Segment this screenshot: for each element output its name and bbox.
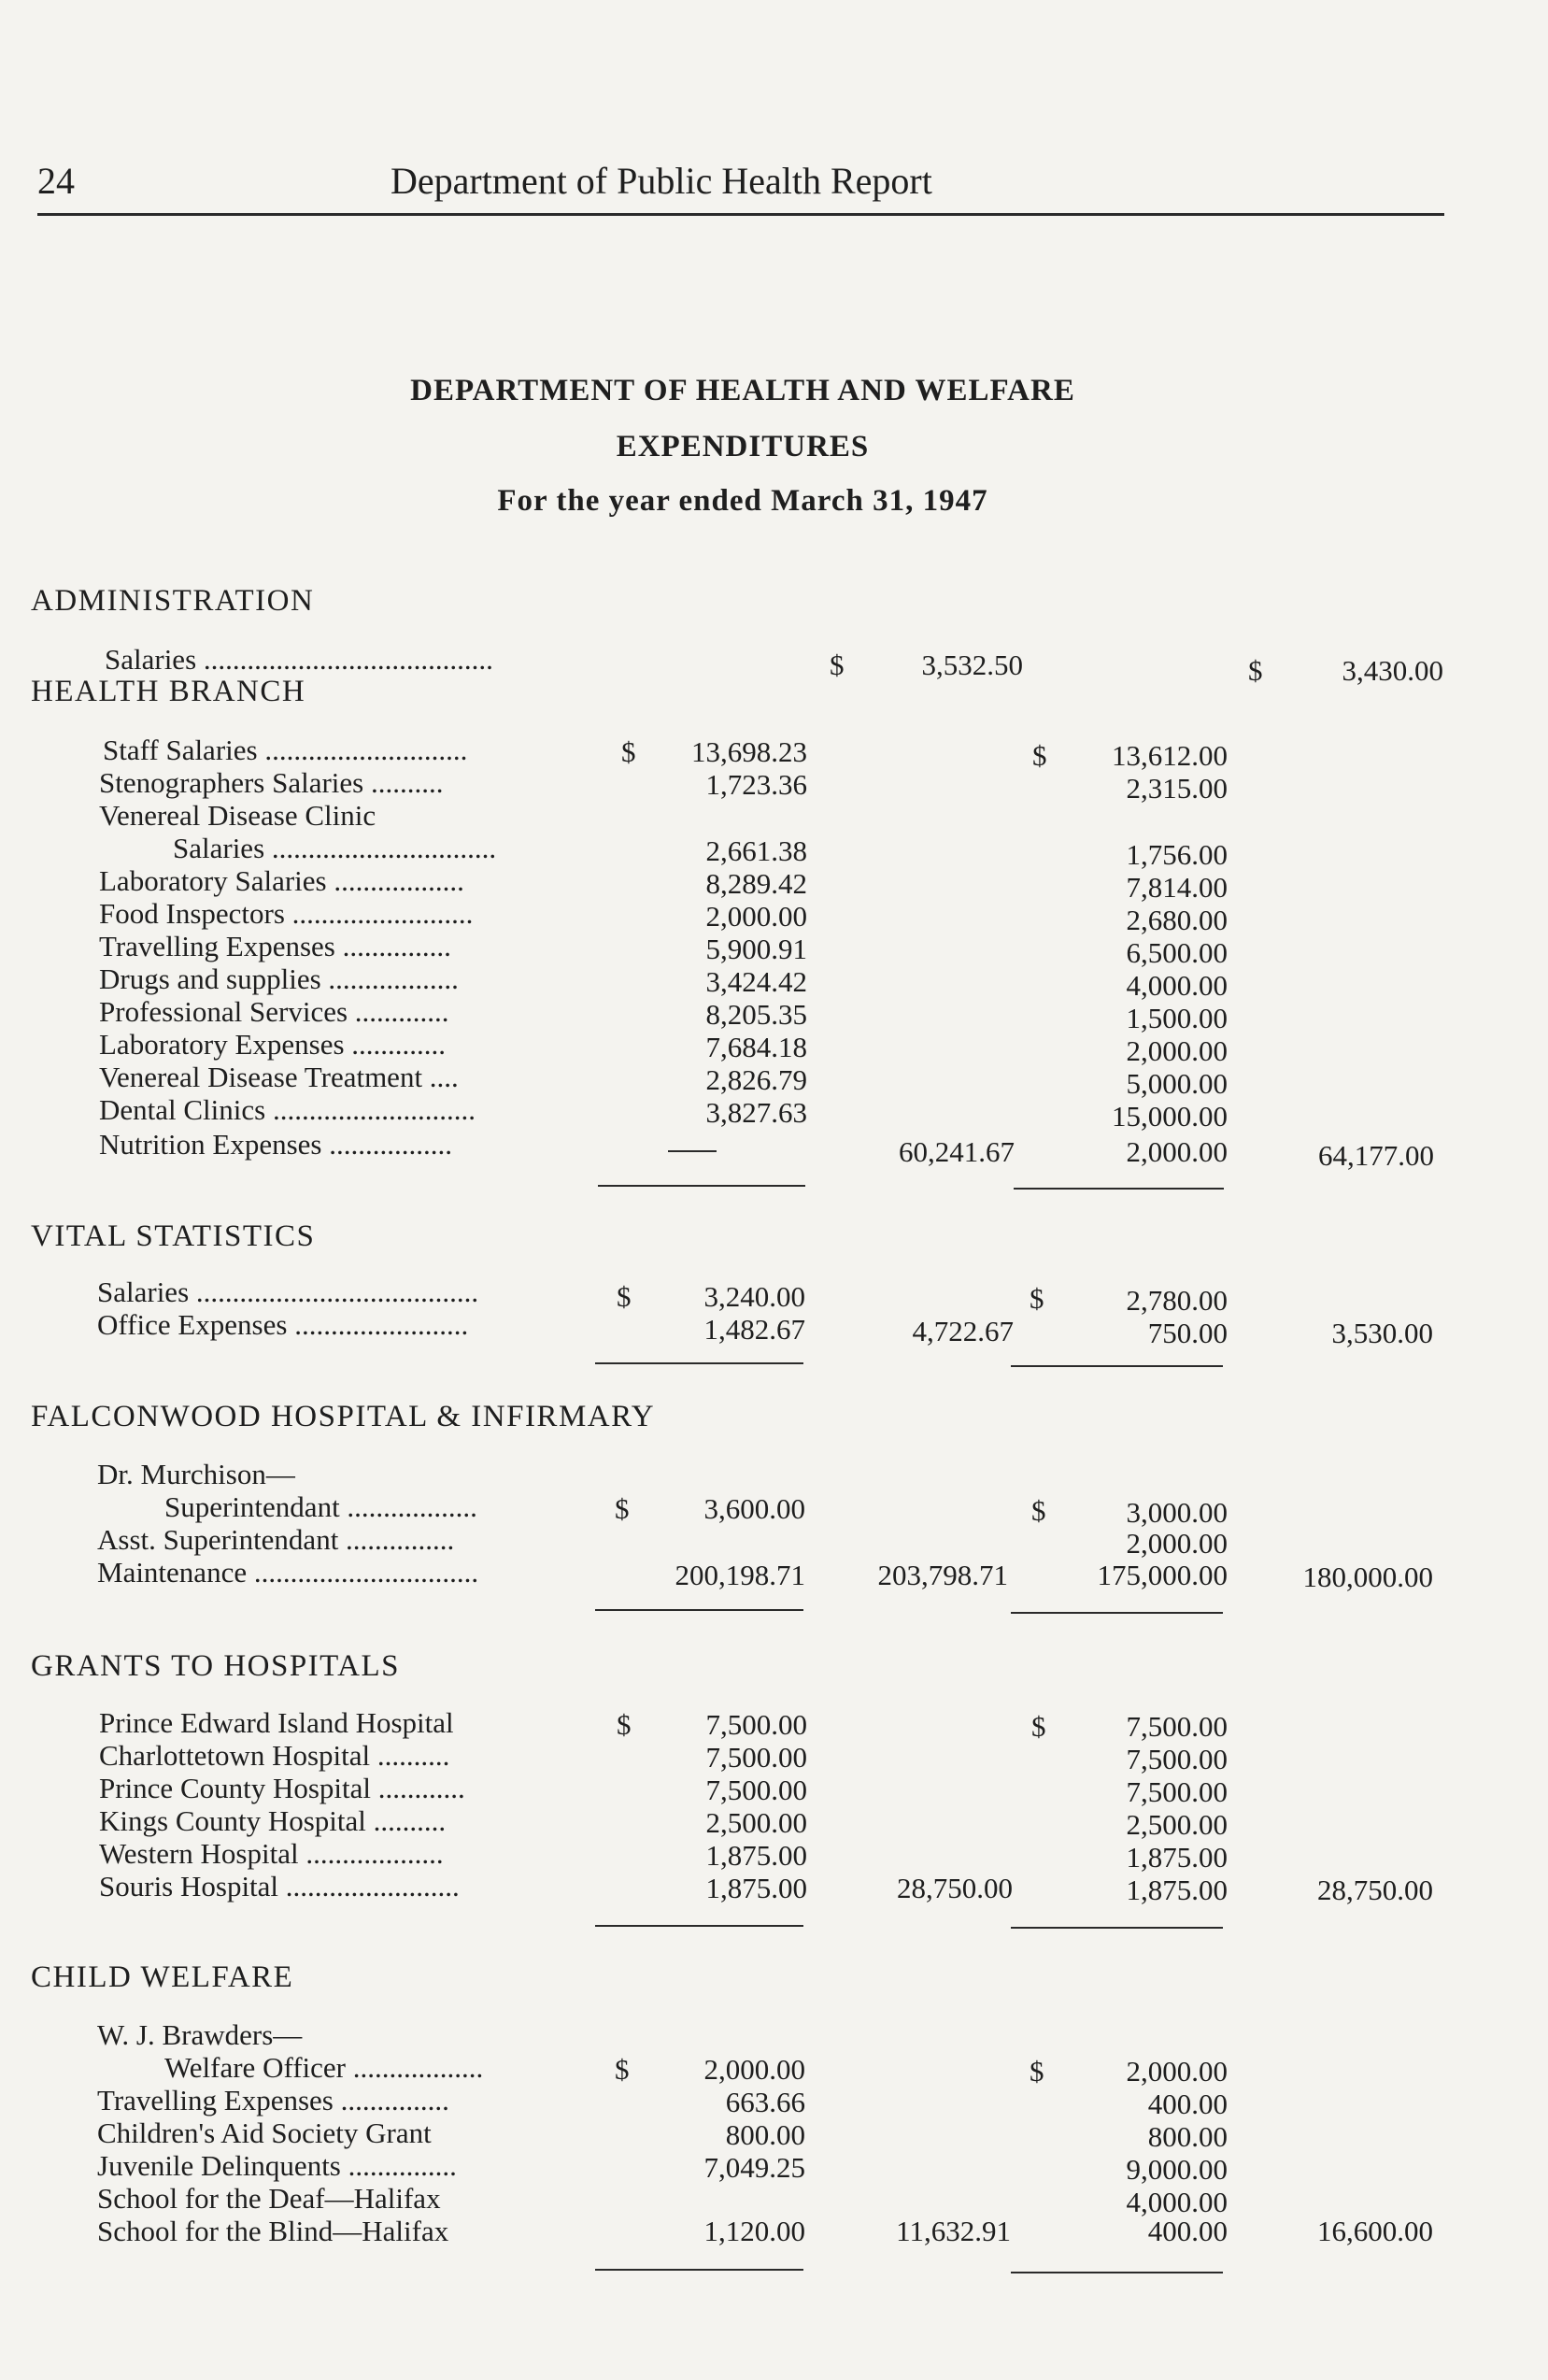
actual-amount: 1,875.00 [705,1872,807,1904]
actual-amount: 2,826.79 [705,1063,807,1096]
dollar-sign: $ [621,735,636,768]
dollar-sign: $ [617,1708,632,1741]
dollar-sign: $ [1031,1494,1046,1527]
estimate-amount: 5,000.00 [1126,1067,1228,1100]
actual-amount: 3,240.00 [703,1280,805,1313]
actual-amount: 3,424.42 [705,965,807,998]
line-label: Staff Salaries ............................ [103,734,468,766]
underline [1011,1927,1223,1929]
section-heading: CHILD WELFARE [31,1960,294,1994]
total-1947: 3,532.50 [921,648,1023,681]
line-label: Children's Aid Society Grant [97,2116,432,2149]
underline [598,1185,805,1187]
line-label: School for the Deaf—Halifax [97,2182,441,2215]
estimate-amount: 2,315.00 [1126,772,1228,805]
actual-amount: 13,698.23 [691,735,807,768]
page-number: 24 [37,160,75,202]
estimate-amount: 1,875.00 [1126,1841,1228,1874]
line-label: Welfare Officer .................. [164,2051,484,2084]
estimate-amount: 175,000.00 [1097,1559,1228,1591]
line-label: Travelling Expenses ............... [99,930,451,962]
dollar-sign: $ [615,2053,630,2086]
section-heading: GRANTS TO HOSPITALS [31,1649,401,1683]
dollar-sign: $ [1030,1282,1044,1315]
report-title: DEPARTMENT OF HEALTH AND WELFARE [410,374,1075,407]
line-label: School for the Blind—Halifax [97,2215,449,2247]
line-label: Salaries ........................................ [105,643,493,676]
section-heading: VITAL STATISTICS [31,1219,316,1253]
line-label: Venereal Disease Treatment .... [99,1061,459,1093]
estimate-amount: 13,612.00 [1112,739,1228,772]
dollar-sign: $ [830,648,845,681]
actual-amount: 7,500.00 [705,1708,807,1741]
line-label: Professional Services ............. [99,995,449,1028]
actual-amount: 7,049.25 [703,2151,805,2184]
line-label: Maintenance ............................... [97,1556,479,1589]
running-header: Department of Public Health Report [391,160,932,202]
actual-amount: 7,500.00 [705,1774,807,1806]
line-label: Laboratory Expenses ............. [99,1028,447,1061]
actual-amount: 1,482.67 [703,1313,805,1346]
underline [1011,1365,1223,1367]
estimate-amount: 400.00 [1147,2215,1228,2247]
dollar-sign: $ [1031,1710,1046,1743]
line-label: Travelling Expenses ............... [97,2084,449,2116]
estimate-amount: 2,000.00 [1126,1034,1228,1067]
underline [595,1362,803,1364]
dollar-sign: $ [1248,654,1263,687]
dollar-sign: $ [615,1492,630,1525]
estimate-amount: 7,500.00 [1126,1710,1228,1743]
section-heading: FALCONWOOD HOSPITAL & INFIRMARY [31,1400,656,1433]
total-1947: 11,632.91 [896,2215,1011,2247]
estimate-amount: 2,000.00 [1126,1135,1228,1168]
actual-amount: 800.00 [725,2118,805,2151]
line-label: Salaries ............................... [173,832,497,864]
estimate-amount: 1,875.00 [1126,1874,1228,1906]
total-1947: 4,722.67 [912,1315,1014,1347]
estimate-amount: 7,500.00 [1126,1775,1228,1808]
line-label: Superintendant .................. [164,1490,477,1523]
estimate-amount: 3,000.00 [1126,1496,1228,1529]
total-1948: 64,177.00 [1318,1139,1434,1172]
estimate-amount: 7,500.00 [1126,1743,1228,1775]
actual-amount: 3,600.00 [703,1492,805,1525]
dollar-sign: $ [617,1280,632,1313]
line-label: Nutrition Expenses ................. [99,1128,452,1161]
nil-dash [668,1150,717,1152]
line-label: Stenographers Salaries .......... [99,766,444,799]
actual-amount: 7,500.00 [705,1741,807,1774]
actual-amount: 200,198.71 [675,1559,805,1591]
actual-amount: 3,827.63 [705,1096,807,1129]
actual-amount: 1,723.36 [705,768,807,801]
estimate-amount: 15,000.00 [1112,1100,1228,1133]
section-heading: ADMINISTRATION [31,584,315,618]
report-subtitle: EXPENDITURES [616,430,870,463]
line-label: Dr. Murchison— [97,1458,295,1490]
total-1947: 28,750.00 [897,1872,1013,1904]
dollar-sign: $ [1030,2055,1044,2088]
estimate-amount: 2,000.00 [1126,2055,1228,2088]
underline [1011,1612,1223,1614]
total-1948: 28,750.00 [1317,1874,1433,1906]
estimate-amount: 1,756.00 [1126,838,1228,871]
total-1948: 16,600.00 [1317,2215,1433,2247]
actual-amount: 8,205.35 [705,998,807,1031]
actual-amount: 2,000.00 [705,900,807,933]
total-1947: 60,241.67 [899,1135,1015,1168]
estimate-amount: 2,680.00 [1126,904,1228,936]
actual-amount: 2,000.00 [703,2053,805,2086]
estimate-amount: 2,000.00 [1126,1527,1228,1560]
line-label: Prince Edward Island Hospital [99,1706,454,1739]
line-label: Charlottetown Hospital .......... [99,1739,450,1772]
total-1948: 3,430.00 [1342,654,1443,687]
line-label: Office Expenses ........................ [97,1308,469,1341]
line-label: Laboratory Salaries .................. [99,864,464,897]
underline [595,1609,803,1611]
total-1948: 180,000.00 [1302,1561,1433,1593]
actual-amount: 1,875.00 [705,1839,807,1872]
line-label: Drugs and supplies .................. [99,962,459,995]
actual-amount: 1,120.00 [703,2215,805,2247]
estimate-amount: 750.00 [1147,1317,1228,1349]
estimate-amount: 400.00 [1147,2088,1228,2120]
line-label: Venereal Disease Clinic [99,799,376,832]
actual-amount: 2,500.00 [705,1806,807,1839]
line-label: Food Inspectors ......................... [99,897,474,930]
actual-amount: 8,289.42 [705,867,807,900]
line-label: Western Hospital ................... [99,1837,444,1870]
estimate-amount: 7,814.00 [1126,871,1228,904]
estimate-amount: 9,000.00 [1126,2153,1228,2186]
section-heading: HEALTH BRANCH [31,675,306,708]
line-label: W. J. Brawders— [97,2018,303,2051]
total-1948: 3,530.00 [1331,1317,1433,1349]
actual-amount: 663.66 [725,2086,805,2118]
total-1947: 203,798.71 [877,1559,1008,1591]
underline [1014,1188,1224,1190]
underline [595,1925,803,1927]
header-rule [37,213,1444,216]
line-label: Juvenile Delinquents ............... [97,2149,457,2182]
actual-amount: 7,684.18 [705,1031,807,1063]
estimate-amount: 4,000.00 [1126,2186,1228,2218]
estimate-amount: 800.00 [1147,2120,1228,2153]
estimate-amount: 6,500.00 [1126,936,1228,969]
underline [595,2269,803,2271]
estimate-amount: 1,500.00 [1126,1002,1228,1034]
estimate-amount: 2,500.00 [1126,1808,1228,1841]
underline [1011,2272,1223,2273]
actual-amount: 5,900.91 [705,933,807,965]
estimate-amount: 2,780.00 [1126,1284,1228,1317]
line-label: Souris Hospital ........................ [99,1870,460,1903]
report-period: For the year ended March 31, 1947 [497,484,988,518]
dollar-sign: $ [1032,739,1047,772]
line-label: Salaries ....................................... [97,1276,479,1308]
line-label: Prince County Hospital ............ [99,1772,465,1804]
line-label: Kings County Hospital .......... [99,1804,447,1837]
line-label: Asst. Superintendant ............... [97,1523,455,1556]
actual-amount: 2,661.38 [705,834,807,867]
estimate-amount: 4,000.00 [1126,969,1228,1002]
line-label: Dental Clinics ............................ [99,1093,476,1126]
